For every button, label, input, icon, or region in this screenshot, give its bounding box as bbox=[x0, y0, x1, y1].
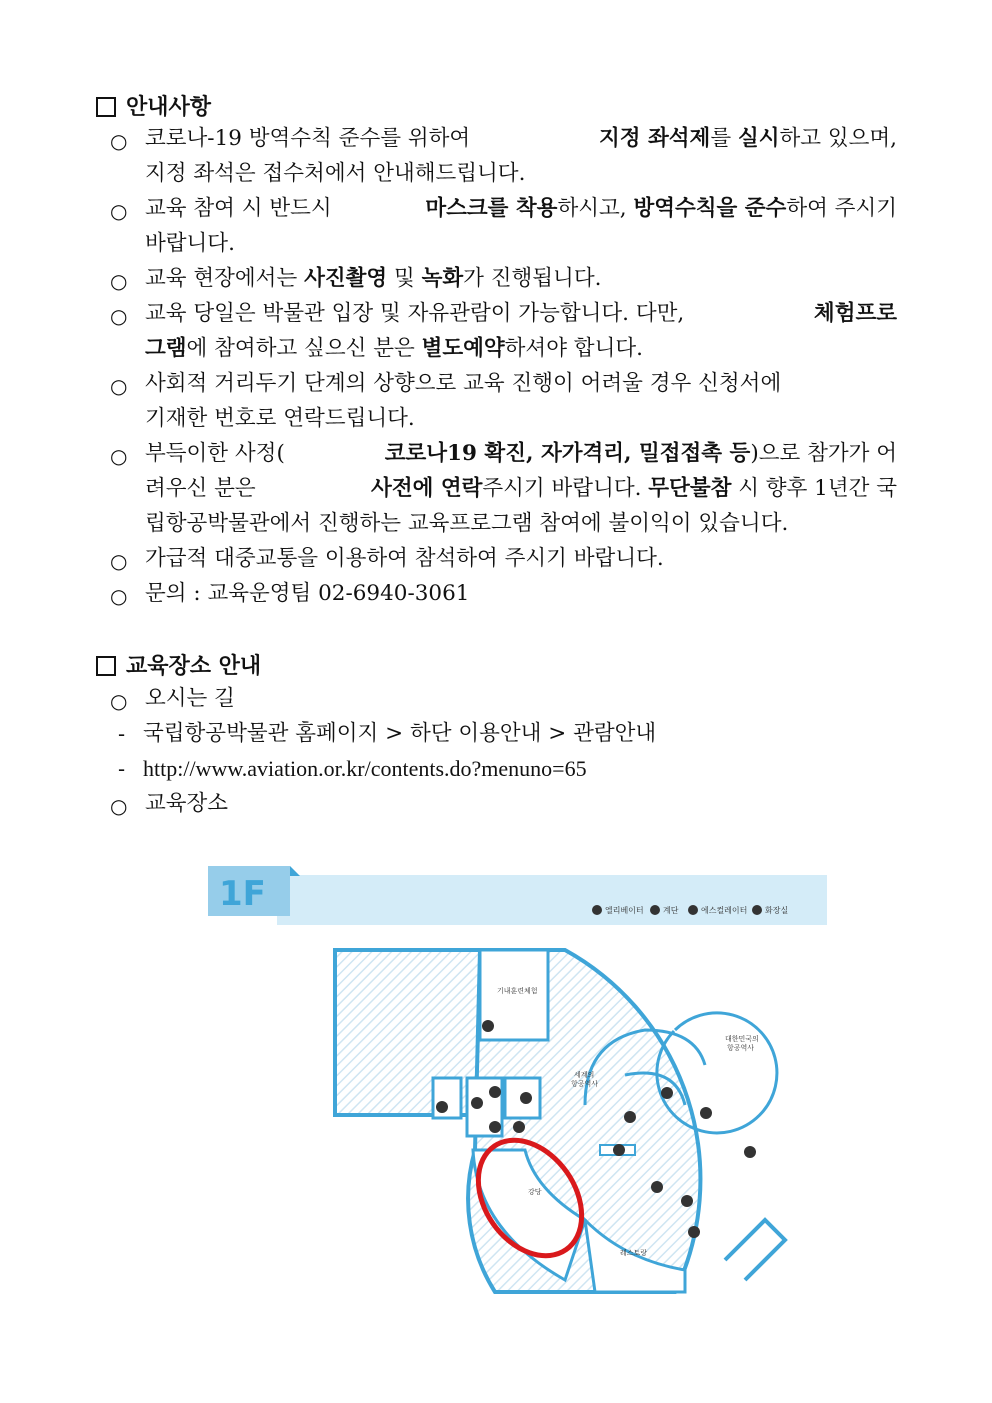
elevator-icon bbox=[592, 905, 602, 915]
legend-elevator: 엘리베이터 bbox=[605, 906, 644, 915]
restroom-icon bbox=[661, 1087, 673, 1099]
bullet-circle-icon: ○ bbox=[110, 129, 128, 153]
restroom-icon bbox=[744, 1146, 756, 1158]
restroom-icon bbox=[700, 1107, 712, 1119]
notice-item-8-line-1: 문의 : 교육운영팀 02-6940-3061 bbox=[145, 581, 470, 606]
section-title-venue: 교육장소 안내 bbox=[96, 649, 261, 680]
bullet-circle-icon: ○ bbox=[110, 689, 128, 713]
room-label-restaurant: 레스토랑 bbox=[620, 1249, 648, 1257]
notice-item-6-line-2: 려우신 분은 사전에 연락주시기 바랍니다. 무단불참 시 향후 1년간 국 bbox=[145, 476, 897, 501]
stairs-icon bbox=[489, 1086, 501, 1098]
escalator-icon bbox=[688, 905, 698, 915]
stairs-icon bbox=[624, 1111, 636, 1123]
restroom-block-1 bbox=[433, 1078, 461, 1118]
building-plan bbox=[335, 950, 785, 1292]
floor-label: 1F bbox=[219, 874, 266, 914]
badge-fold-icon bbox=[290, 866, 300, 876]
legend-restroom: 화장실 bbox=[765, 906, 789, 915]
legend-escalator: 에스컬레이터 bbox=[701, 906, 748, 915]
checkbox-square-icon bbox=[96, 97, 116, 117]
bullet-circle-icon: ○ bbox=[110, 549, 128, 573]
notice-item-5-line-2: 기재한 번호로 연락드립니다. bbox=[145, 406, 415, 431]
stairs-icon bbox=[650, 905, 660, 915]
floor-map-1f bbox=[205, 860, 830, 1295]
room-label-world-aviation-2: 항공역사 bbox=[571, 1080, 599, 1088]
restroom-icon bbox=[436, 1101, 448, 1113]
directions-url-link[interactable]: http://www.aviation.or.kr/contents.do?menuno=65 bbox=[143, 756, 587, 781]
legend-stairs: 계단 bbox=[663, 906, 679, 915]
room-label-korea-aviation-2: 항공역사 bbox=[727, 1044, 755, 1052]
notice-item-2-line-1: 교육 참여 시 반드시 마스크를 착용하시고, 방역수칙을 준수하여 주시기 bbox=[145, 196, 897, 221]
room-label-cabin-training: 기내훈련체험 bbox=[497, 987, 538, 995]
venue-label: 교육장소 bbox=[145, 791, 229, 816]
header-band bbox=[277, 875, 827, 925]
restroom-icon bbox=[752, 905, 762, 915]
notice-item-4-line-2: 그램에 참여하고 싶으신 분은 별도예약하셔야 합니다. bbox=[145, 336, 643, 361]
stairs-icon bbox=[489, 1121, 501, 1133]
room-label-auditorium: 강당 bbox=[528, 1188, 542, 1196]
notice-item-6-line-3: 립항공박물관에서 진행하는 교육프로그램 참여에 불이익이 있습니다. bbox=[145, 511, 789, 536]
bullet-circle-icon: ○ bbox=[110, 199, 128, 223]
bullet-circle-icon: ○ bbox=[110, 304, 128, 328]
directions-label: 오시는 길 bbox=[145, 686, 235, 711]
checkbox-square-icon bbox=[96, 656, 116, 676]
notice-item-5-line-1: 사회적 거리두기 단계의 상향으로 교육 진행이 어려울 경우 신청서에 bbox=[145, 371, 782, 396]
notice-item-3-line-1: 교육 현장에서는 사진촬영 및 녹화가 진행됩니다. bbox=[145, 266, 602, 291]
elevator-icon bbox=[513, 1121, 525, 1133]
bullet-circle-icon: ○ bbox=[110, 794, 128, 818]
escalator-icon bbox=[688, 1226, 700, 1238]
bullet-circle-icon: ○ bbox=[110, 584, 128, 608]
floor-header bbox=[208, 866, 827, 925]
room-label-korea-aviation-1: 대한민국의 bbox=[725, 1035, 759, 1043]
escalator-icon bbox=[613, 1144, 625, 1156]
east-entrance bbox=[725, 1220, 785, 1280]
bullet-circle-icon: ○ bbox=[110, 269, 128, 293]
notice-item-7-line-1: 가급적 대중교통을 이용하여 참석하여 주시기 바랍니다. bbox=[145, 546, 664, 571]
notice-item-4-line-1: 교육 당일은 박물관 입장 및 자유관람이 가능합니다. 다만, 체험프로 bbox=[145, 301, 897, 326]
map-legend bbox=[592, 905, 788, 915]
dash-marker: - bbox=[118, 757, 126, 781]
section-title-notice: 안내사항 bbox=[96, 90, 211, 121]
stairs-icon bbox=[482, 1020, 494, 1032]
directions-path: 국립항공박물관 홈페이지 > 하단 이용안내 > 관람안내 bbox=[143, 721, 657, 746]
bullet-circle-icon: ○ bbox=[110, 374, 128, 398]
notice-item-6-line-1: 부득이한 사정( 코로나19 확진, 자가격리, 밀접접촉 등)으로 참가가 어 bbox=[145, 441, 897, 466]
dash-marker: - bbox=[118, 722, 126, 746]
elevator-icon bbox=[651, 1181, 663, 1193]
notice-item-1-line-1: 코로나-19 방역수칙 준수를 위하여 지정 좌석제를 실시하고 있으며, bbox=[145, 126, 897, 151]
elevator-icon bbox=[471, 1097, 483, 1109]
notice-item-1-line-2: 지정 좌석은 접수처에서 안내해드립니다. bbox=[145, 161, 526, 186]
room-label-world-aviation-1: 세계의 bbox=[574, 1071, 595, 1079]
stairs-icon bbox=[681, 1195, 693, 1207]
bullet-circle-icon: ○ bbox=[110, 444, 128, 468]
notice-item-2-line-2: 바랍니다. bbox=[145, 231, 235, 256]
restroom-icon bbox=[520, 1092, 532, 1104]
